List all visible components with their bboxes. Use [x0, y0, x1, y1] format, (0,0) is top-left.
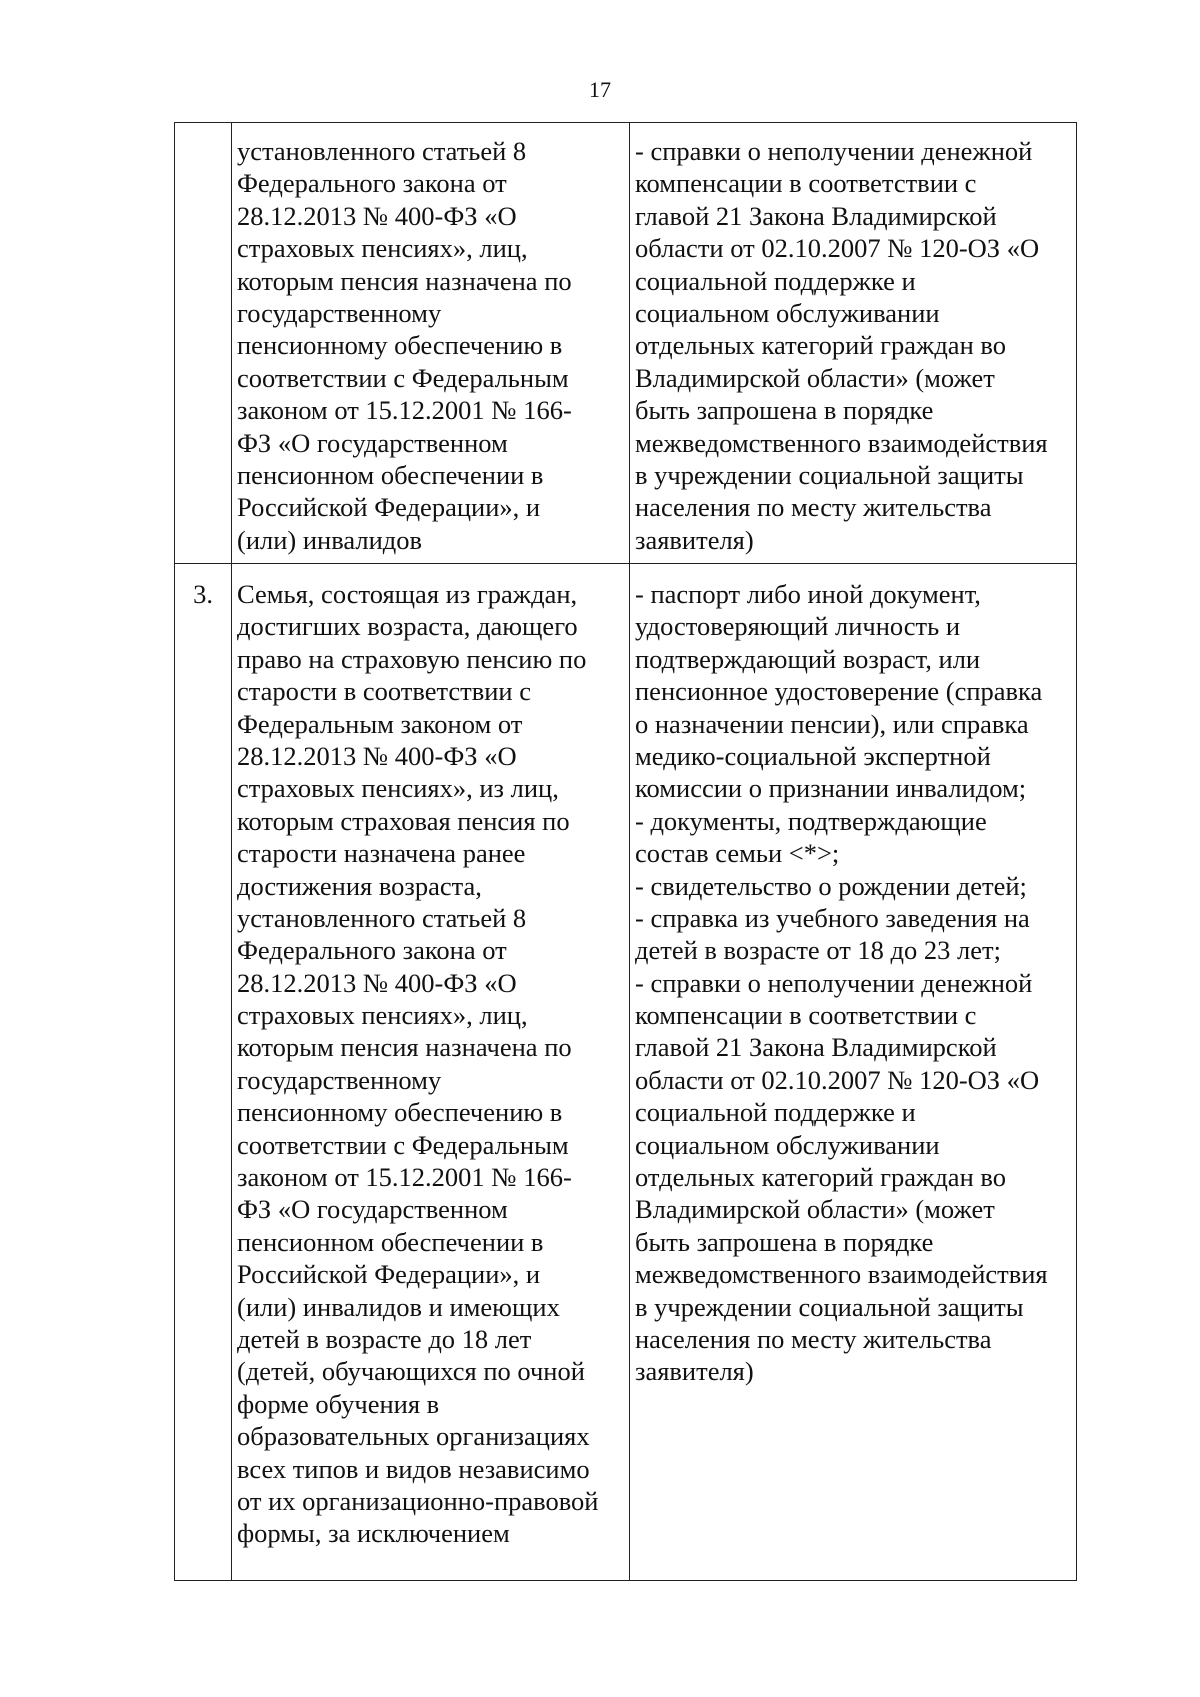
- text-line: которым пенсия назначена по: [237, 1032, 572, 1063]
- text-line: главой 21 Закона Владимирской: [635, 200, 997, 231]
- text-line: Федерального закона от: [237, 935, 507, 966]
- text-line: - свидетельство о рождении детей;: [635, 870, 1027, 901]
- text-line: - справки о неполучении денежной: [635, 136, 1033, 166]
- text-line: Семья, состоящая из граждан,: [237, 579, 578, 609]
- text-line: (или) инвалидов: [237, 524, 423, 555]
- documents-cell: [630, 123, 1077, 564]
- text-line: детей в возрасте от 18 до 23 лет;: [635, 935, 1001, 966]
- text-line: страховых пенсиях», лиц,: [237, 1000, 528, 1031]
- text-line: страховых пенсиях», лиц,: [237, 233, 528, 264]
- category-cell: [232, 564, 630, 1581]
- text-line: отдельных категорий граждан во: [635, 1162, 1006, 1193]
- text-line: пенсионном обеспечении в: [237, 459, 544, 490]
- text-line: отдельных категорий граждан во: [635, 330, 1006, 361]
- text-line: - справка из учебного заведения на: [635, 902, 1030, 933]
- text-line: Владимирской области» (может: [635, 362, 995, 393]
- text-line: Российской Федерации», и: [237, 1259, 541, 1290]
- text-line: Владимирской области» (может: [635, 1194, 995, 1225]
- text-line: формы, за исключением: [237, 1518, 510, 1549]
- text-line: подтверждающий возраст, или: [635, 643, 981, 674]
- text-line: всех типов и видов независимо: [237, 1453, 590, 1484]
- text-line: - документы, подтверждающие: [635, 805, 987, 836]
- text-line: заявителя): [635, 1356, 754, 1387]
- text-line: старости в соответствии с: [237, 676, 531, 707]
- text-line: компенсации в соответствии с: [635, 1000, 977, 1031]
- text-line: Федерального закона от: [237, 168, 507, 199]
- text-line: 28.12.2013 № 400-ФЗ «О: [237, 967, 517, 998]
- text-line: пенсионному обеспечению в: [237, 1097, 563, 1128]
- text-line: которым страховая пенсия по: [237, 805, 570, 836]
- text-line: удостоверяющий личность и: [635, 611, 961, 642]
- text-line: области от 02.10.2007 № 120-ОЗ «О: [635, 233, 1040, 264]
- text-line: пенсионном обеспечении в: [237, 1226, 544, 1257]
- text-line: законом от 15.12.2001 № 166-: [237, 395, 572, 426]
- text-line: медико-социальной экспертной: [635, 740, 991, 771]
- text-line: - справки о неполучении денежной: [635, 967, 1033, 998]
- row-number-cell: [175, 123, 232, 564]
- text-line: законом от 15.12.2001 № 166-: [237, 1162, 572, 1193]
- text-line: установленного статьей 8: [237, 136, 527, 166]
- text-line: 28.12.2013 № 400-ФЗ «О: [237, 740, 517, 771]
- text-line: в учреждении социальной защиты: [635, 1291, 1024, 1322]
- text-line: социальной поддержке и: [635, 1097, 916, 1128]
- text-line: социальном обслуживании: [635, 297, 940, 328]
- text-line: ФЗ «О государственном: [237, 427, 508, 458]
- text-line: - паспорт либо иной документ,: [635, 579, 981, 609]
- text-line: состав семьи <*>;: [635, 838, 840, 869]
- text-line: области от 02.10.2007 № 120-ОЗ «О: [635, 1064, 1040, 1095]
- text-line: межведомственного взаимодействия: [635, 1259, 1048, 1290]
- text-line: установленного статьей 8: [237, 902, 527, 933]
- text-line: право на страховую пенсию по: [237, 643, 587, 674]
- text-line: государственному: [237, 297, 442, 328]
- text-line: социальной поддержке и: [635, 265, 916, 296]
- page-number: 17: [589, 77, 611, 102]
- text-line: компенсации в соответствии с: [635, 168, 977, 199]
- text-line: старости назначена ранее: [237, 838, 526, 869]
- text-line: быть запрошена в порядке: [635, 1226, 934, 1257]
- text-line: достижения возраста,: [237, 870, 482, 901]
- table-row: [175, 123, 1077, 564]
- text-line: от их организационно-правовой: [237, 1485, 599, 1516]
- text-line: в учреждении социальной защиты: [635, 459, 1024, 490]
- documents-table: [174, 122, 1077, 1581]
- text-line: соответствии с Федеральным: [237, 362, 569, 393]
- text-line: страховых пенсиях», из лиц,: [237, 773, 559, 804]
- row-number-cell: 3.: [175, 564, 232, 1581]
- text-line: достигших возраста, дающего: [237, 611, 578, 642]
- text-line: ФЗ «О государственном: [237, 1194, 508, 1225]
- text-line: о назначении пенсии), или справка: [635, 708, 1029, 739]
- text-line: пенсионное удостоверение (справка: [635, 676, 1043, 707]
- text-line: быть запрошена в порядке: [635, 395, 934, 426]
- text-line: детей в возрасте до 18 лет: [237, 1323, 532, 1354]
- text-line: государственному: [237, 1064, 442, 1095]
- text-line: 28.12.2013 № 400-ФЗ «О: [237, 200, 517, 231]
- text-line: социальном обслуживании: [635, 1129, 940, 1160]
- text-line: Российской Федерации», и: [237, 492, 541, 523]
- text-line: населения по месту жительства: [635, 492, 992, 523]
- text-line: заявителя): [635, 524, 754, 555]
- text-line: соответствии с Федеральным: [237, 1129, 569, 1160]
- text-line: межведомственного взаимодействия: [635, 427, 1048, 458]
- text-line: пенсионному обеспечению в: [237, 330, 563, 361]
- text-line: комиссии о признании инвалидом;: [635, 773, 1027, 804]
- table-row: [175, 564, 1077, 1581]
- text-line: (детей, обучающихся по очной: [237, 1356, 585, 1387]
- text-line: образовательных организациях: [237, 1421, 590, 1452]
- text-line: форме обучения в: [237, 1388, 440, 1419]
- text-line: (или) инвалидов и имеющих: [237, 1291, 560, 1322]
- text-line: населения по месту жительства: [635, 1323, 992, 1354]
- text-line: Федеральным законом от: [237, 708, 523, 739]
- text-line: которым пенсия назначена по: [237, 265, 572, 296]
- documents-cell: [630, 564, 1077, 1581]
- text-line: главой 21 Закона Владимирской: [635, 1032, 997, 1063]
- category-cell: [232, 123, 630, 564]
